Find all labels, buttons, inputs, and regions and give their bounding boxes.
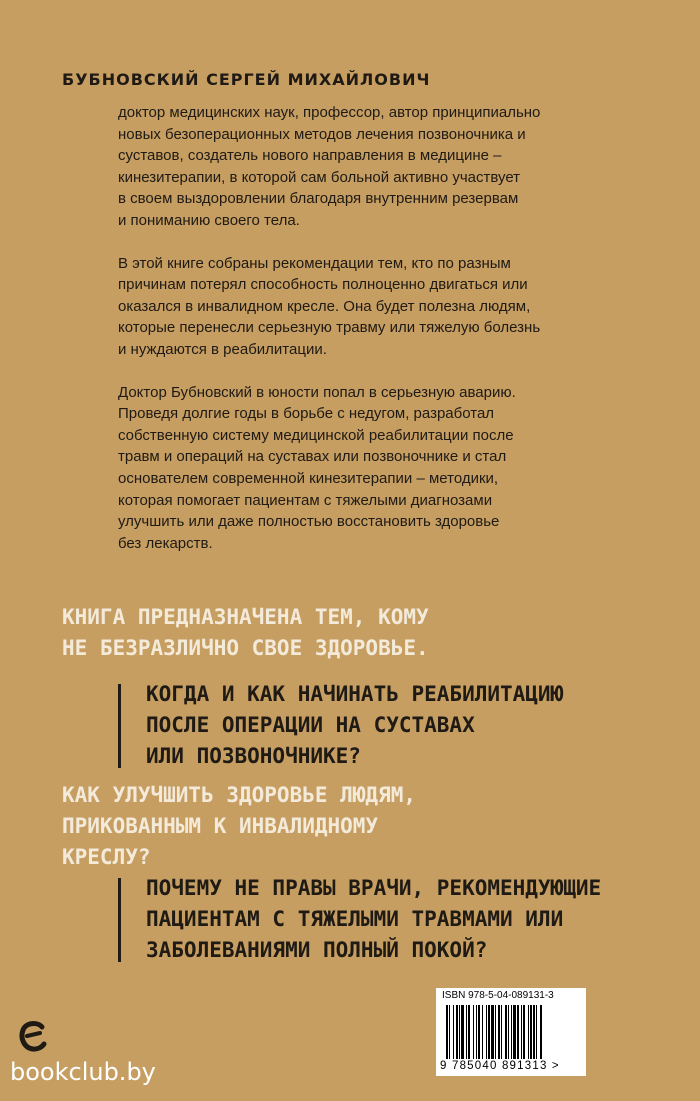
question-line: ПОЧЕМУ НЕ ПРАВЫ ВРАЧИ, РЕКОМЕНДУЮЩИЕ: [146, 876, 602, 900]
bio-line: основателем современной кинезитерапии – методики,: [118, 469, 499, 487]
bio-line: доктор медицинских наук, профессор, автор принципиально: [118, 104, 541, 121]
barcode-stripe: [501, 1005, 502, 1059]
barcode-stripe: [513, 1005, 516, 1059]
barcode-stripe: [486, 1005, 487, 1059]
barcode-stripe: [533, 1005, 535, 1059]
barcode-stripe: [473, 1005, 474, 1059]
barcode-stripe: [461, 1005, 464, 1059]
barcode-stripe: [459, 1005, 460, 1059]
question-doctors: [146, 873, 601, 966]
barcode-stripe: [468, 1005, 470, 1059]
bio-paragraph-2: [118, 253, 618, 361]
barcode-stripe: [495, 1005, 496, 1059]
publisher-logo-icon: [18, 1020, 48, 1059]
question-line: ПРИКОВАННЫМ К ИНВАЛИДНОМУ: [62, 814, 379, 838]
question-line: КОГДА И КАК НАЧИНАТЬ РЕАБИЛИТАЦИЮ: [146, 682, 564, 706]
barcode-stripe: [517, 1005, 519, 1059]
bio-line: новых безоперационных методов лечения позвоночника и: [118, 125, 526, 143]
question-wheelchair: [62, 780, 416, 873]
quote-bar: [118, 684, 121, 768]
question-line: КАК УЛУЧШИТЬ ЗДОРОВЬЕ ЛЮДЯМ,: [62, 783, 417, 807]
author-name: БУБНОВСКИЙ СЕРГЕЙ МИХАЙЛОВИЧ: [62, 70, 431, 89]
barcode-stripe: [521, 1005, 522, 1059]
bio-line: В этой книге собраны рекомендации тем, кто по разным: [118, 254, 511, 272]
barcode-stripe: [488, 1005, 490, 1059]
isbn-text: ISBN 978-5-04-089131-3: [442, 990, 554, 1001]
barcode-stripe: [482, 1005, 483, 1059]
barcode-stripe: [453, 1005, 454, 1059]
barcode-stripe: [498, 1005, 500, 1059]
quote-bar: [118, 878, 121, 962]
bio-line: улучшить или даже полностью восстановить здоровье: [118, 513, 500, 531]
watermark-text: bookclub.by: [10, 1058, 156, 1086]
bio-line: собственную систему медицинской реабилитации после: [118, 426, 514, 444]
bio-line: травм и операций на суставах или позвоночнике и стал: [118, 448, 507, 466]
question-rehabilitation: [146, 679, 563, 772]
barcode-stripe: [446, 1005, 448, 1059]
barcode-stripe: [530, 1005, 532, 1059]
barcode-stripe: [536, 1005, 537, 1059]
bio-line: суставов, создатель нового направления в медицине –: [118, 147, 502, 165]
barcode-stripe: [528, 1005, 529, 1059]
question-line: ЗАБОЛЕВАНИЯМИ ПОЛНЫЙ ПОКОЙ?: [146, 938, 488, 962]
barcode-stripe: [491, 1005, 494, 1059]
barcode-stripe: [505, 1005, 507, 1059]
bio-line: Доктор Бубновский в юности попал в серьезную аварию.: [118, 383, 516, 401]
author-bio: [118, 102, 618, 575]
barcode-stripe: [456, 1005, 458, 1059]
barcode-stripe: [466, 1005, 467, 1059]
bio-line: которые перенесли серьезную травму или тяжелую болезнь: [118, 319, 541, 337]
bio-line: без лекарств.: [118, 534, 213, 552]
bio-line: оказался в инвалидном кресле. Она будет полезна людям,: [118, 297, 531, 315]
barcode-graphic: [444, 1005, 578, 1059]
barcode-stripe: [476, 1005, 477, 1059]
bio-line: причинам потерял способность полноценно двигаться или: [118, 276, 528, 294]
barcode-stripe: [449, 1005, 450, 1059]
highlight-target-audience: [62, 602, 429, 664]
highlight-line: КНИГА ПРЕДНАЗНАЧЕНА ТЕМ, КОМУ: [62, 605, 429, 629]
bio-line: кинезитерапии, в которой сам больной активно участвует: [118, 168, 521, 186]
question-line: ПОСЛЕ ОПЕРАЦИИ НА СУСТАВАХ: [146, 713, 475, 737]
bio-paragraph-3: [118, 382, 618, 555]
barcode-stripe: [540, 1005, 542, 1059]
barcode-stripe: [511, 1005, 512, 1059]
barcode-number: 9 785040 891313 >: [440, 1060, 560, 1072]
question-line: ИЛИ ПОЗВОНОЧНИКЕ?: [146, 744, 361, 768]
bio-line: в своем выздоровлении благодаря внутренним резервам: [118, 190, 519, 208]
question-line: ПАЦИЕНТАМ С ТЯЖЕЛЫМИ ТРАВМАМИ ИЛИ: [146, 907, 564, 931]
highlight-line: НЕ БЕЗРАЗЛИЧНО СВОЕ ЗДОРОВЬЕ.: [62, 636, 429, 660]
bio-paragraph-1: [118, 102, 618, 232]
bio-line: и нуждаются в реабилитации.: [118, 340, 327, 358]
barcode-stripe: [508, 1005, 509, 1059]
bio-line: которая помогает пациентам с тяжелыми диагнозами: [118, 491, 493, 509]
bio-line: и пониманию своего тела.: [118, 211, 300, 229]
barcode-stripe: [478, 1005, 480, 1059]
bio-line: Проведя долгие годы в борьбе с недугом, разработал: [118, 405, 495, 423]
barcode-label: [436, 988, 586, 1076]
barcode-stripe: [523, 1005, 525, 1059]
question-line: КРЕСЛУ?: [62, 845, 151, 869]
